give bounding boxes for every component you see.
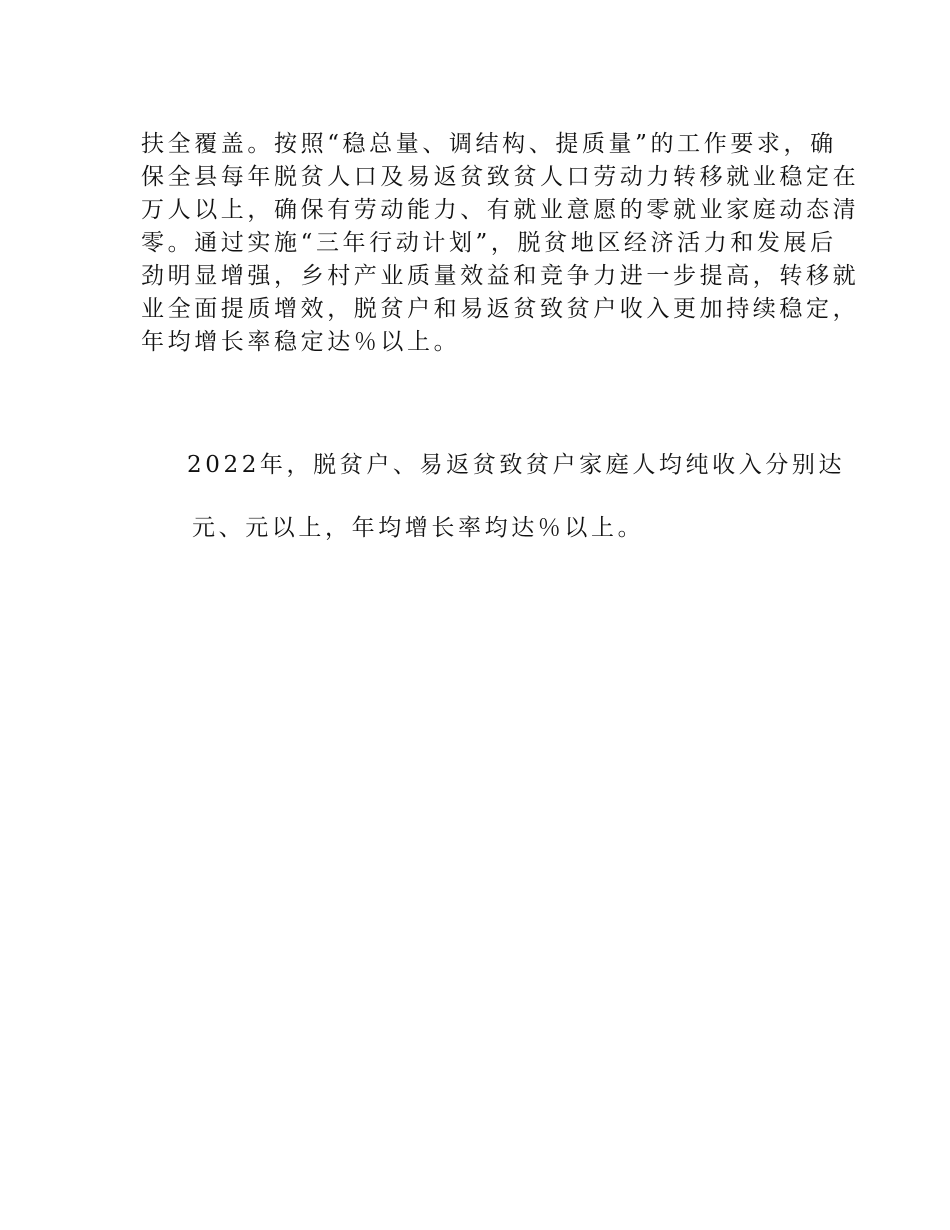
text-line: 保全县每年脱贫人口及易返贫致贫人口劳动力转移就业稳定在	[141, 164, 860, 190]
text-line: 扶全覆盖。按照“稳总量、调结构、提质量”的工作要求，确	[141, 131, 837, 157]
text-line: 零。通过实施“三年行动计划”，脱贫地区经济活力和发展后	[141, 230, 837, 256]
text-line: 元、元以上，年均增长率均达％以上。	[192, 515, 645, 541]
text-line: 万人以上，确保有劳动能力、有就业意愿的零就业家庭动态清	[141, 197, 860, 223]
text-line: 劲明显增强，乡村产业质量效益和竞争力进一步提高，转移就	[141, 263, 860, 289]
text-line: 2022年，脱贫户、易返贫致贫户家庭人均纯收入分别达	[187, 452, 846, 478]
text-line: 年均增长率稳定达％以上。	[141, 329, 461, 355]
text-line: 业全面提质增效，脱贫户和易返贫致贫户收入更加持续稳定，	[141, 296, 860, 322]
